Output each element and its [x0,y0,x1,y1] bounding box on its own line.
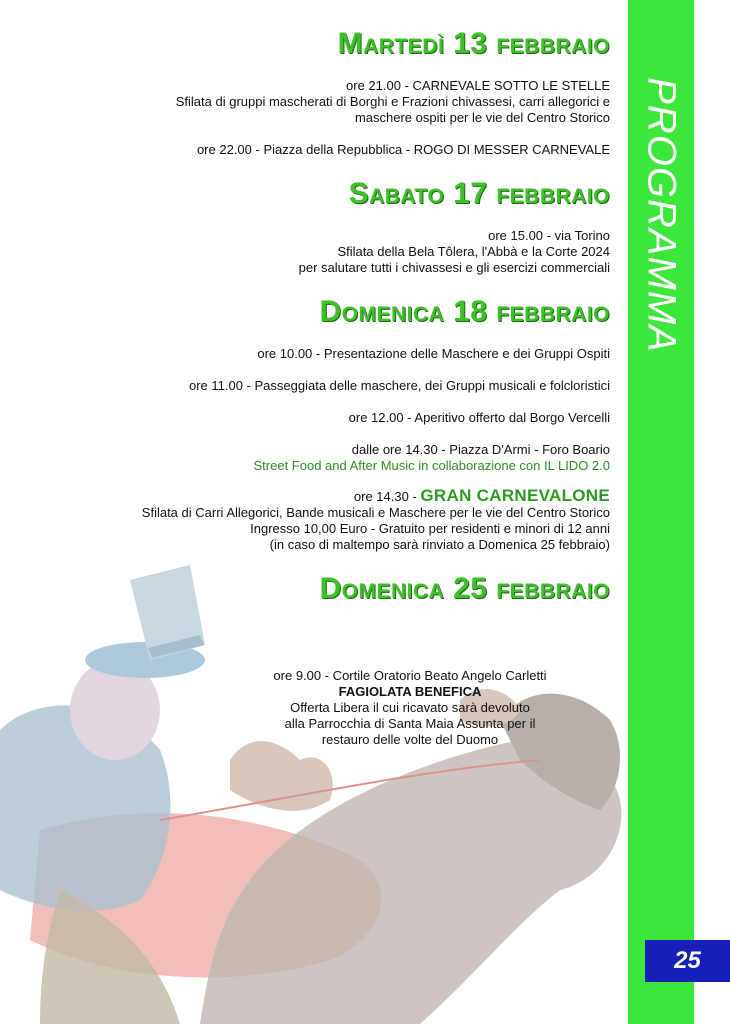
event-time: ore 14.30 - [353,489,421,504]
event-line-green: Street Food and After Music in collaborazione con IL LIDO 2.0 [253,458,610,473]
event-line: alla Parrocchia di Santa Maia Assunta per il [284,716,536,731]
event-line: ore 21.00 - CARNEVALE SOTTO LE STELLE [346,78,610,93]
program-content [60,20,610,609]
event-line: maschere ospiti per le vie del Centro Storico [354,110,610,125]
event-line: ore 11.00 - Passeggiata delle maschere, dei Gruppi musicali e folcloristici [188,378,610,393]
event-13-2 [60,142,610,158]
event-line: ore 9.00 - Cortile Oratorio Beato Angelo Carletti [273,668,547,683]
gran-carnevalone-title: GRAN CARNEVALONE [420,486,610,505]
event-line: Offerta Libera il cui ricavato sarà devoluto [290,700,530,715]
event-18-1 [60,346,610,362]
event-line: Sfilata di gruppi mascherati di Borghi e Frazioni chivassesi, carri allegorici e [175,94,610,109]
event-line-main [60,488,610,505]
event-line: restauro delle volte del Duomo [321,732,499,747]
event-18-3 [60,410,610,426]
day-heading-13: Martedì 13 febbraio [337,27,610,60]
event-line: ore 22.00 - Piazza della Repubblica - ROGO DI MESSER CARNEVALE [196,142,610,157]
event-line: per salutare tutti i chivassesi e gli esercizi commerciali [298,260,610,275]
event-line: dalle ore 14.30 - Piazza D'Armi - Foro Boario [351,442,610,457]
side-title: PROGRAMMA [639,77,684,353]
event-18-4 [60,442,610,474]
event-13-1 [60,78,610,126]
page-number-box [645,940,730,982]
event-line: ore 15.00 - via Torino [488,228,610,243]
event-18-5 [60,488,610,553]
event-18-2 [60,378,610,394]
event-17-1 [60,228,610,276]
day-heading-17: Sabato 17 febbraio [348,177,610,210]
event-line: ore 10.00 - Presentazione delle Maschere e dei Gruppi Ospiti [257,346,610,361]
event-line: FAGIOLATA BENEFICA [338,684,482,699]
page-number: 25 [674,947,701,974]
event-line: Ingresso 10,00 Euro - Gratuito per residenti e minori di 12 anni [250,521,610,536]
event-line: (in caso di maltempo sarà rinviato a Domenica 25 febbraio) [269,537,610,552]
day-heading-25: Domenica 25 febbraio [319,572,610,605]
carnival-illustration [0,560,628,1024]
event-line: Sfilata di Carri Allegorici, Bande musicali e Maschere per le vie del Centro Storico [141,505,610,520]
event-line: ore 12.00 - Aperitivo offerto dal Borgo Vercelli [348,410,610,425]
day-heading-18: Domenica 18 febbraio [319,295,610,328]
event-line: Sfilata della Bela Tôlera, l'Abbà e la Corte 2024 [337,244,610,259]
event-25-1 [60,668,610,748]
